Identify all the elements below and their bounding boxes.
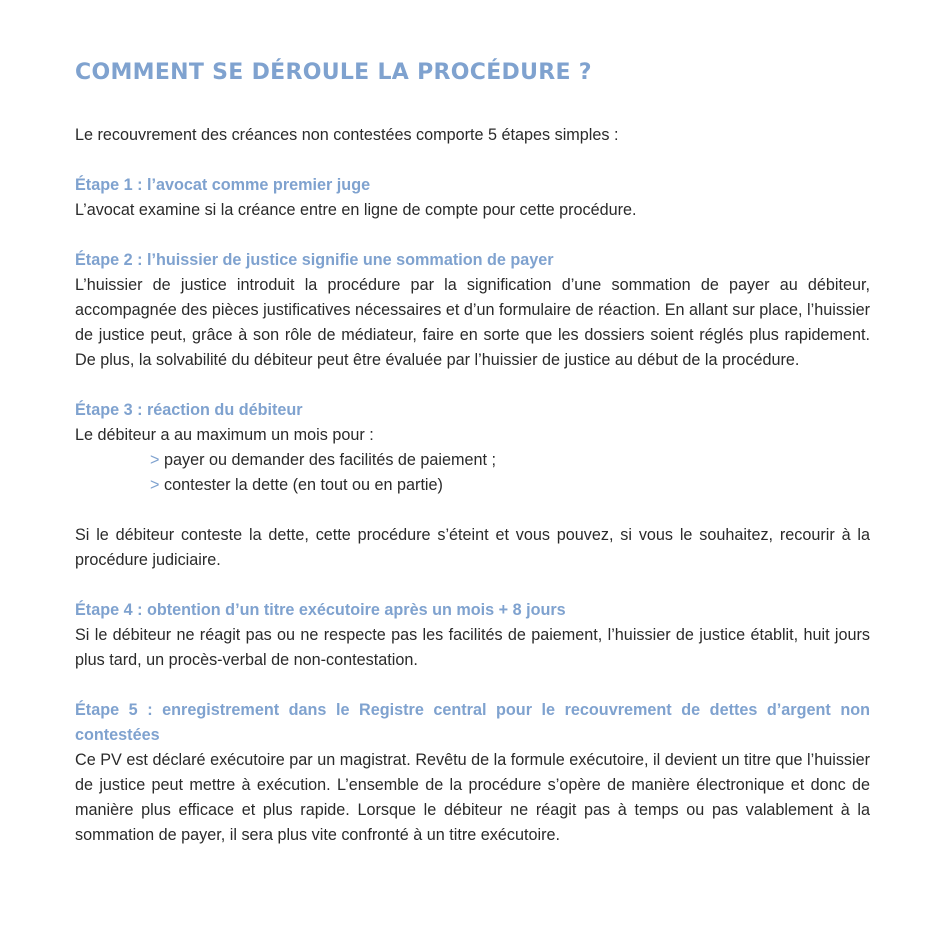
step-3-body: Le débiteur a au maximum un mois pour : [75,426,374,444]
arrow-bullet-icon: > [150,476,160,494]
page-title: COMMENT SE DÉROULE LA PROCÉDURE ? [75,60,592,85]
arrow-bullet-icon: > [150,451,160,469]
step-2-heading: Étape 2 : l’huissier de justice signifie une sommation de payer [75,251,554,269]
step-3-after: Si le débiteur conteste la dette, cette procédure s’éteint et vous pouvez, si vous le souhaitez, recourir à la procédure judiciaire. [75,526,870,569]
step-2-body: L’huissier de justice introduit la procédure par la signification d’une sommation de payer au débiteur, accompagnée des pièces justificatives nécessaires et d’un formulaire de réaction. En allant sur place, l’huissier de justice peut, grâce à son rôle de médiateur, faire en sorte que les dossiers soient réglés plus rapidement. De plus, la solvabilité du débiteur peut être évaluée par l’huissier de justice au début de la procédure. [75,276,870,369]
step-4-body: Si le débiteur ne réagit pas ou ne respecte pas les facilités de paiement, l’huissier de justice établit, huit jours plus tard, un procès-verbal de non-contestation. [75,626,870,669]
step-3-heading: Étape 3 : réaction du débiteur [75,401,303,419]
step-3-bullet: > payer ou demander des facilités de paiement ; [150,451,497,469]
step-5-body: Ce PV est déclaré exécutoire par un magistrat. Revêtu de la formule exécutoire, il devient un titre que l’huissier de justice peut mettre à exécution. L’ensemble de la procédure s’opère de manière électronique et donc de manière plus efficace et plus rapide. Lorsque le débiteur ne réagit pas à temps ou pas valablement à la sommation de payer, il sera plus vite confronté à un titre exécutoire. [75,751,870,844]
step-1-body: L’avocat examine si la créance entre en ligne de compte pour cette procédure. [75,201,637,219]
intro-text: Le recouvrement des créances non contestées comporte 5 étapes simples : [75,126,619,144]
step-4-heading: Étape 4 : obtention d’un titre exécutoire après un mois + 8 jours [75,601,566,619]
step-3-bullet: > contester la dette (en tout ou en partie) [150,476,443,494]
step-5-heading: Étape 5 : enregistrement dans le Registre central pour le recouvrement de dettes d’argent non contestées [75,701,870,744]
step-1-heading: Étape 1 : l’avocat comme premier juge [75,176,371,194]
document-page [75,56,870,848]
